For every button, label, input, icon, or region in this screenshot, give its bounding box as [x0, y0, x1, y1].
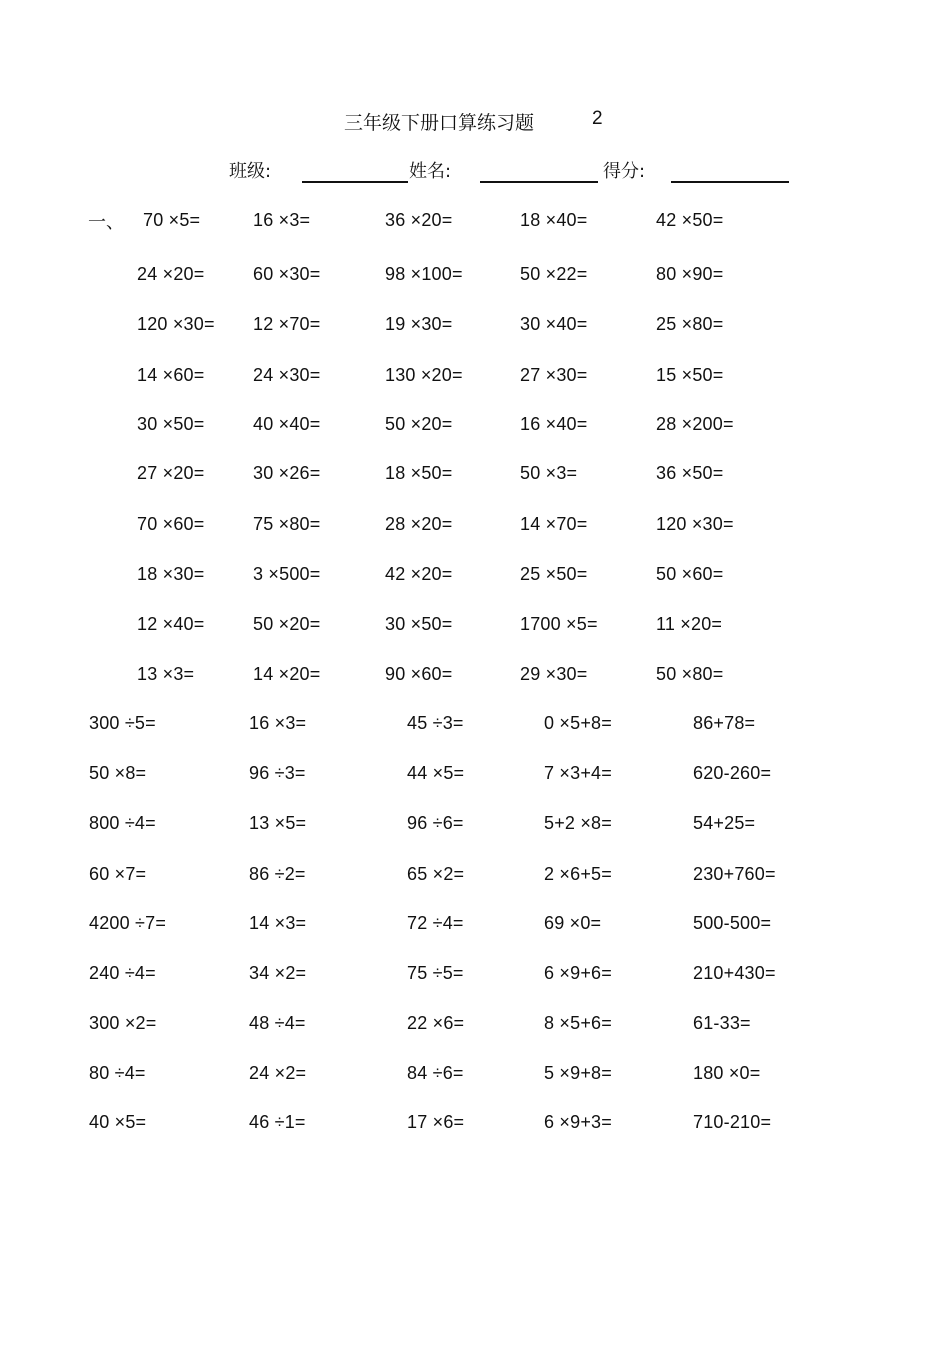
problem: 50 ×20= — [253, 614, 321, 634]
problem: 30 ×40= — [520, 314, 588, 334]
problem: 25 ×50= — [520, 564, 588, 584]
problem: 65 ×2= — [407, 864, 465, 884]
problem: 13 ×3= — [137, 664, 195, 684]
problem: 11 ×20= — [656, 614, 723, 634]
problem: 25 ×80= — [656, 314, 724, 334]
problem: 16 ×40= — [520, 414, 588, 434]
problem: 28 ×200= — [656, 414, 734, 434]
problem: 30 ×50= — [385, 614, 453, 634]
problem: 6 ×9+6= — [544, 963, 612, 983]
problem: 5 ×9+8= — [544, 1063, 612, 1083]
problem: 4200 ÷7= — [89, 913, 167, 933]
problem: 620-260= — [693, 763, 772, 783]
problem: 710-210= — [693, 1112, 772, 1132]
problem: 24 ×20= — [137, 264, 205, 284]
problem: 800 ÷4= — [89, 813, 156, 833]
problem: 18 ×40= — [520, 210, 588, 230]
problem: 75 ÷5= — [407, 963, 464, 983]
problem: 61-33= — [693, 1013, 751, 1033]
section-number: 一、 — [88, 212, 124, 233]
problem: 230+760= — [693, 864, 776, 884]
problem: 98 ×100= — [385, 264, 463, 284]
problem: 70 ×5= — [143, 210, 201, 230]
problem: 46 ÷1= — [249, 1112, 306, 1132]
score-label: 得分: — [603, 161, 646, 182]
problem: 180 ×0= — [693, 1063, 761, 1083]
problem: 40 ×40= — [253, 414, 321, 434]
class-label: 班级: — [229, 161, 272, 182]
problem: 86+78= — [693, 713, 756, 733]
problem: 19 ×30= — [385, 314, 453, 334]
problem: 24 ×2= — [249, 1063, 307, 1083]
problem: 40 ×5= — [89, 1112, 147, 1132]
problem: 84 ÷6= — [407, 1063, 464, 1083]
problem: 72 ÷4= — [407, 913, 464, 933]
problem: 36 ×50= — [656, 463, 724, 483]
worksheet-title — [0, 108, 950, 134]
problem: 50 ×60= — [656, 564, 724, 584]
title-text: 三年级下册口算练习题 — [344, 112, 535, 134]
problem: 1700 ×5= — [520, 614, 598, 634]
problem: 80 ÷4= — [89, 1063, 146, 1083]
problem: 14 ×60= — [137, 365, 205, 385]
problem: 2 ×6+5= — [544, 864, 612, 884]
problem: 42 ×50= — [656, 210, 724, 230]
problem: 30 ×26= — [253, 463, 321, 483]
problem: 300 ÷5= — [89, 713, 156, 733]
problem: 50 ×3= — [520, 463, 578, 483]
problem: 96 ÷3= — [249, 763, 306, 783]
class-blank — [302, 181, 408, 183]
problem: 120 ×30= — [137, 314, 215, 334]
problem: 6 ×9+3= — [544, 1112, 612, 1132]
problem: 12 ×40= — [137, 614, 205, 634]
problem: 27 ×20= — [137, 463, 205, 483]
problem: 28 ×20= — [385, 514, 453, 534]
problem: 18 ×30= — [137, 564, 205, 584]
problem: 50 ×22= — [520, 264, 588, 284]
problem: 16 ×3= — [253, 210, 311, 230]
problem: 34 ×2= — [249, 963, 307, 983]
problem: 8 ×5+6= — [544, 1013, 612, 1033]
problem: 50 ×8= — [89, 763, 147, 783]
problem: 80 ×90= — [656, 264, 724, 284]
problem: 60 ×30= — [253, 264, 321, 284]
problem: 27 ×30= — [520, 365, 588, 385]
problem: 50 ×20= — [385, 414, 453, 434]
problem: 54+25= — [693, 813, 756, 833]
problem: 75 ×80= — [253, 514, 321, 534]
problem: 7 ×3+4= — [544, 763, 612, 783]
problem: 15 ×50= — [656, 365, 724, 385]
problem: 24 ×30= — [253, 365, 321, 385]
problem: 500-500= — [693, 913, 772, 933]
student-info — [0, 157, 950, 187]
title-number: 2 — [592, 108, 603, 129]
problem: 69 ×0= — [544, 913, 602, 933]
problem: 17 ×6= — [407, 1112, 465, 1132]
problem: 240 ÷4= — [89, 963, 156, 983]
problem: 42 ×20= — [385, 564, 453, 584]
problem: 14 ×70= — [520, 514, 588, 534]
problem: 14 ×20= — [253, 664, 321, 684]
problem: 96 ÷6= — [407, 813, 464, 833]
problem: 45 ÷3= — [407, 713, 464, 733]
problem: 12 ×70= — [253, 314, 321, 334]
problem: 3 ×500= — [253, 564, 321, 584]
problem: 210+430= — [693, 963, 776, 983]
name-label: 姓名: — [409, 161, 452, 182]
problem: 44 ×5= — [407, 763, 465, 783]
problem: 50 ×80= — [656, 664, 724, 684]
problem: 29 ×30= — [520, 664, 588, 684]
problem: 90 ×60= — [385, 664, 453, 684]
problem: 36 ×20= — [385, 210, 453, 230]
problem: 70 ×60= — [137, 514, 205, 534]
problem: 130 ×20= — [385, 365, 463, 385]
problem: 22 ×6= — [407, 1013, 465, 1033]
problem: 16 ×3= — [249, 713, 307, 733]
name-blank — [480, 181, 598, 183]
problem: 30 ×50= — [137, 414, 205, 434]
problem: 300 ×2= — [89, 1013, 157, 1033]
problem: 5+2 ×8= — [544, 813, 612, 833]
problem: 0 ×5+8= — [544, 713, 612, 733]
problem: 13 ×5= — [249, 813, 307, 833]
problem: 86 ÷2= — [249, 864, 306, 884]
problem: 18 ×50= — [385, 463, 453, 483]
problem: 60 ×7= — [89, 864, 147, 884]
score-blank — [671, 181, 789, 183]
problem: 120 ×30= — [656, 514, 734, 534]
problem: 14 ×3= — [249, 913, 307, 933]
problem: 48 ÷4= — [249, 1013, 306, 1033]
